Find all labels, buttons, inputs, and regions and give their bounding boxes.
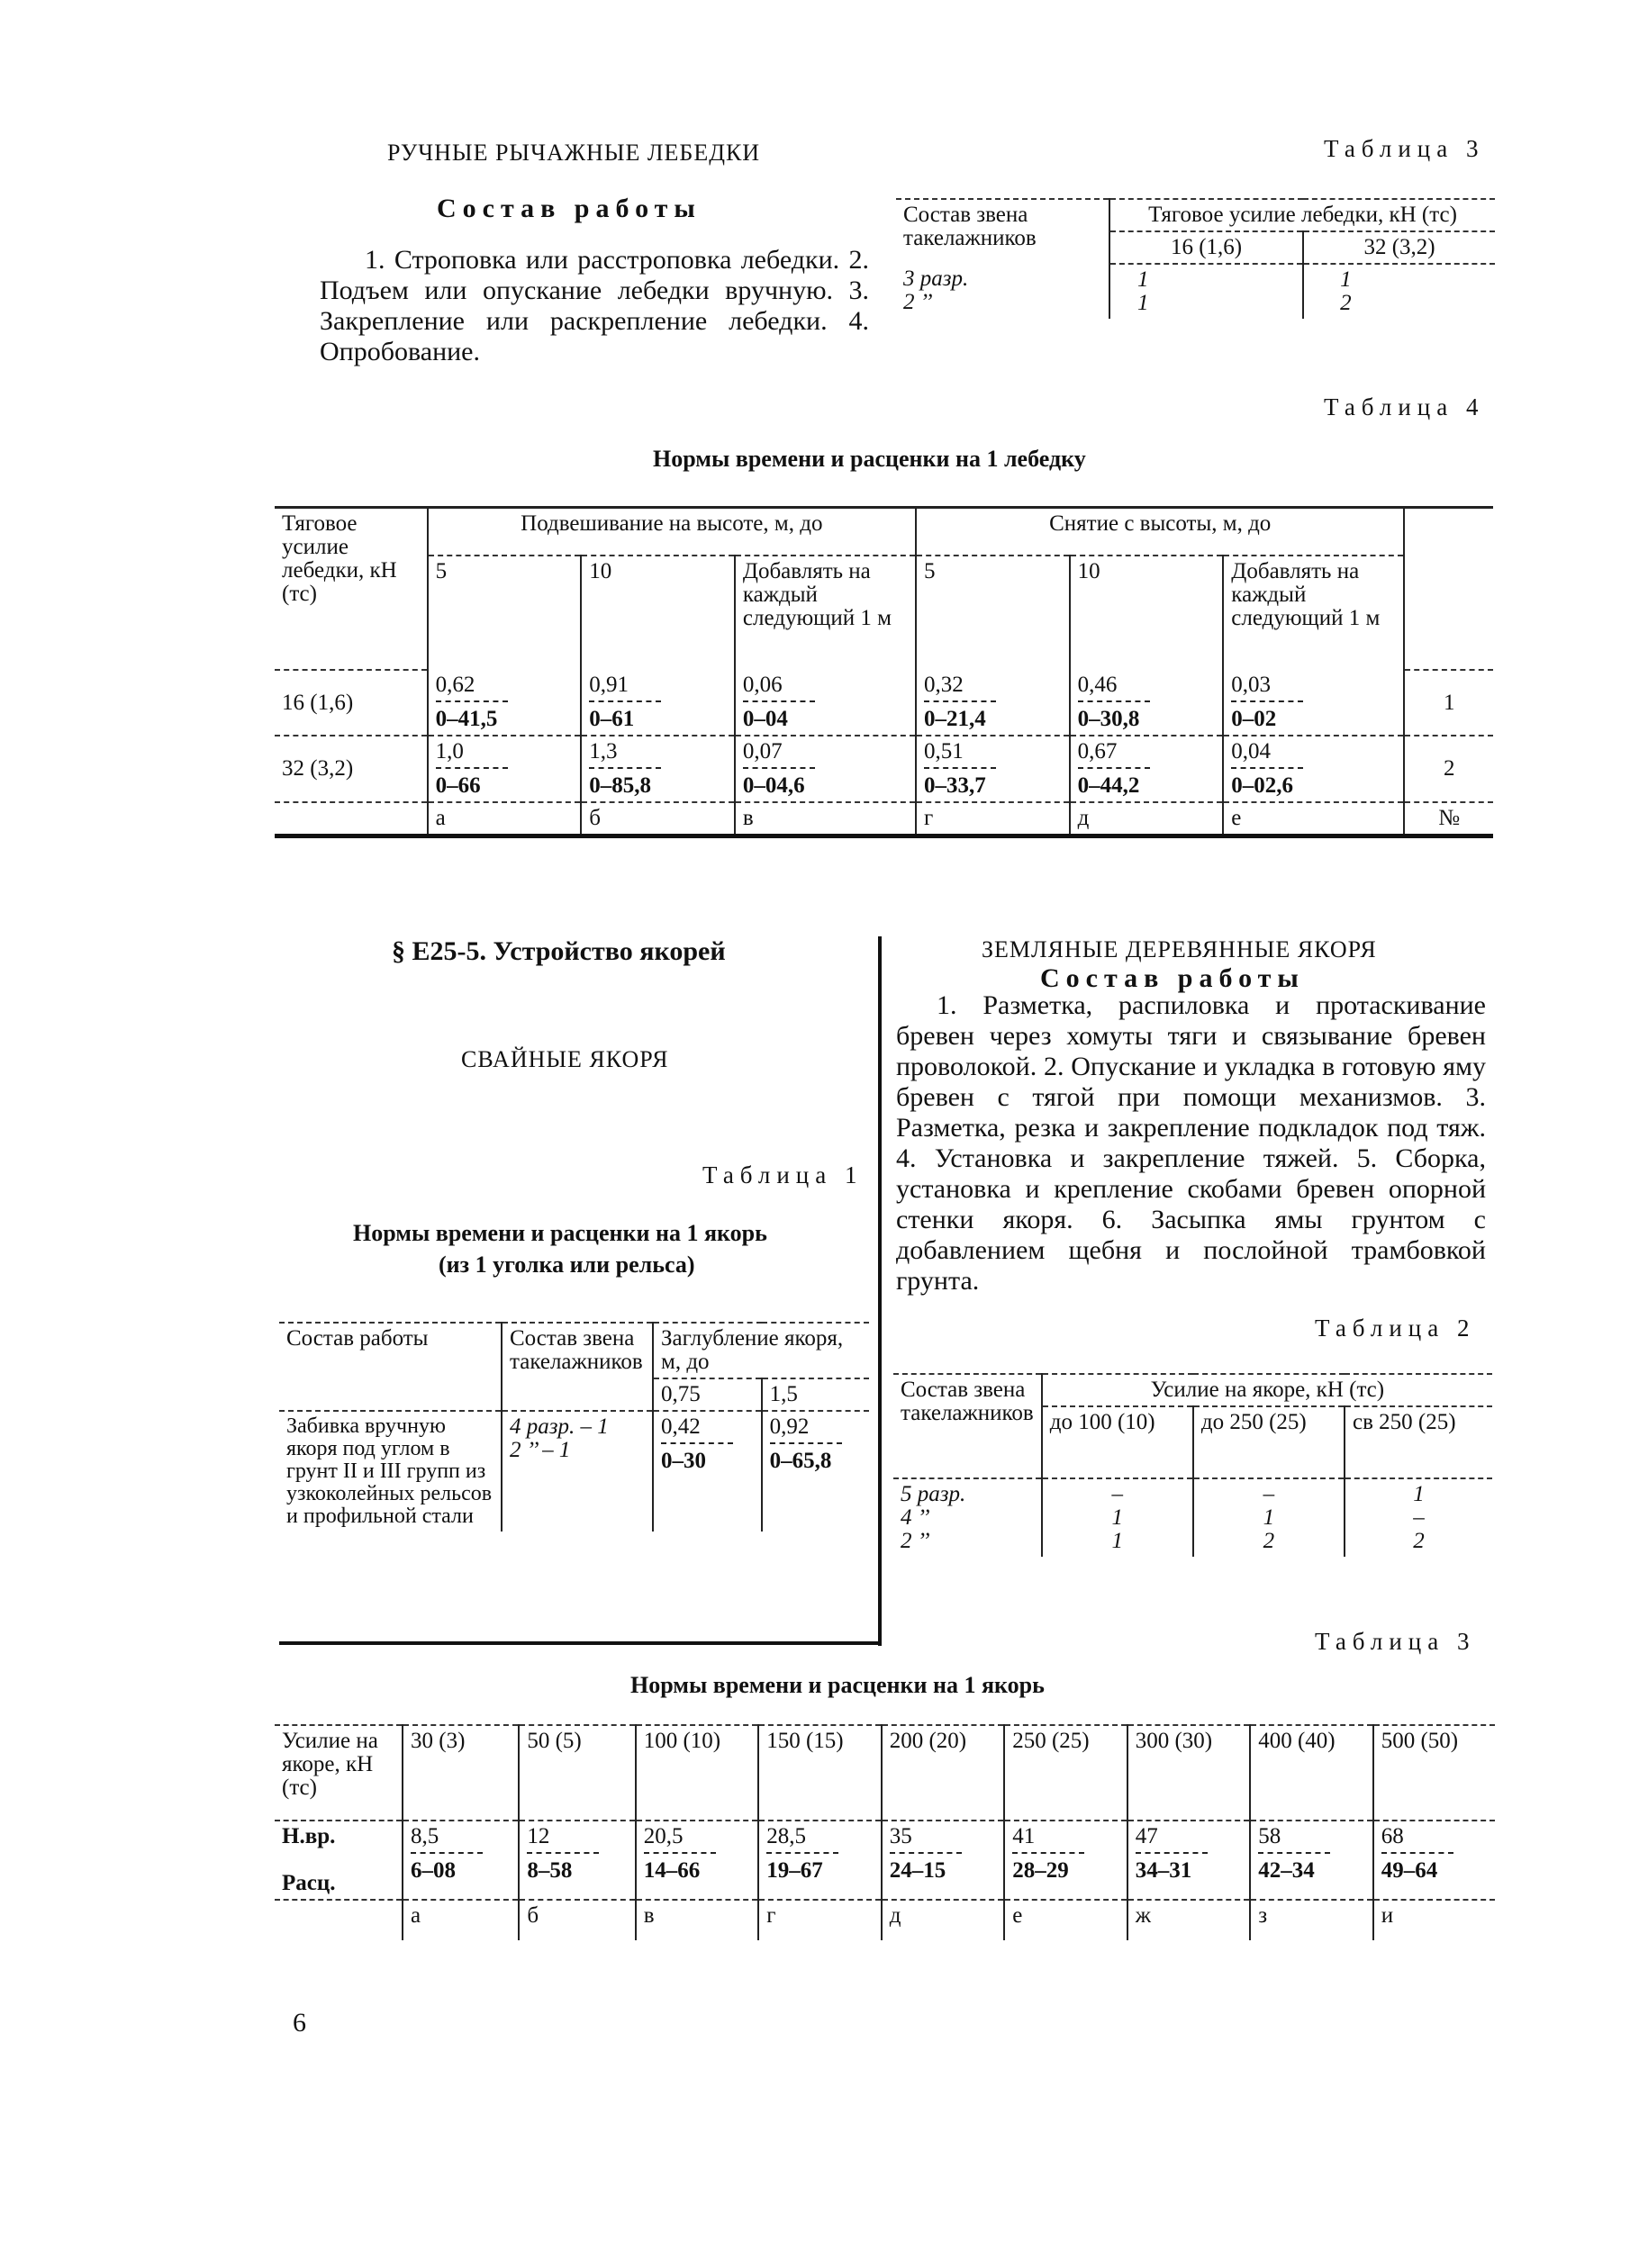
t2-r2: 4 ’’ [901,1505,930,1530]
t3b-force: 100 (10) [636,1725,759,1821]
t3-h-force: Тяговое усилие лебедки, кН (тс) [1109,199,1495,231]
t2-c1: 1 [1111,1505,1124,1530]
t3b-force: 500 (50) [1373,1725,1495,1821]
t2-h-crew: Состав звена такелажников [893,1374,1042,1478]
t3b-letter: г [758,1900,882,1940]
table-row [893,1478,1492,1557]
table4-norms [275,506,1493,838]
t3b-nvr: 20,5 [644,1825,716,1854]
t4-cell: 1,0 [436,740,508,769]
t4-letter: б [581,802,735,836]
t2-c2: – [1263,1482,1275,1506]
t4-h-addb: Добавлять на каждый следующий 1 м [1223,556,1404,670]
t4-letter: д [1070,802,1224,836]
earth-anchor-heading: ЗЕМЛЯНЫЕ ДЕРЕВЯННЫЕ ЯКОРЯ [982,936,1377,962]
column-divider-bottom [279,1641,882,1645]
t1-b-d: 0–65,8 [769,1449,832,1473]
t4-cell: 0–44,2 [1077,773,1140,798]
right-work-title: Состав работы [1040,963,1305,993]
column-divider [878,936,882,1646]
t1-d1: 0,75 [653,1378,762,1411]
t4-cell: 0–85,8 [589,773,652,798]
t3b-rasc: 19–67 [766,1858,823,1883]
t3-v22: 2 [1340,291,1352,315]
t3b-rasc: 34–31 [1135,1858,1192,1883]
t3-sub2: 32 (3,2) [1303,231,1495,264]
pile-heading: СВАЙНЫЕ ЯКОРЯ [461,1046,669,1072]
t2-s1: до 100 (10) [1042,1406,1193,1478]
t4-h-remove: Снятие с высоты, м, до [916,508,1404,556]
t3b-letter: в [636,1900,759,1940]
t3b-letter: з [1250,1900,1373,1940]
t3-v11: 1 [1137,267,1149,292]
t3b-force: 200 (20) [882,1725,1005,1821]
t1-crew1: 4 разр. – 1 [510,1414,609,1439]
t3b-rasc: 42–34 [1258,1858,1315,1883]
t3b-force: 300 (30) [1127,1725,1251,1821]
t1-a-d: 0–30 [661,1449,706,1473]
t4-cell: 1,3 [589,740,661,769]
t4-cell: 0,62 [436,673,508,702]
table1-piles [279,1322,869,1532]
t4-r2-force: 32 (3,2) [275,736,428,802]
table-row [275,1821,1495,1900]
t4-cell: 0,51 [924,740,996,769]
t4-cell: 0–66 [435,773,481,798]
work-title: Состав работы [437,194,702,223]
t2-s2: до 250 (25) [1193,1406,1345,1478]
t3b-nvr: 58 [1258,1825,1330,1854]
t2-c3: – [1413,1505,1425,1530]
table2-label: Таблица 2 [1315,1315,1476,1342]
t3b-letter: ж [1127,1900,1251,1940]
t4-cell: 0–02 [1231,707,1277,731]
t3b-force: 50 (5) [519,1725,635,1821]
t1-a-n: 0,42 [661,1415,733,1444]
t4-h-5b: 5 [916,556,1070,670]
t3b-letter: и [1381,1903,1394,1928]
t3b-nvr: 47 [1136,1825,1208,1854]
table-row [275,736,1493,802]
t4-h-10a: 10 [581,556,735,670]
t3b-force: 150 (15) [758,1725,882,1821]
t4-cell: 0–33,7 [924,773,986,798]
table1-caption: Нормы времени и расценки на 1 якорь [353,1220,767,1246]
t1-work: Забивка вручную якоря под углом в грунт II и III групп из узкоколейных рельсов и профильной стали [279,1411,502,1532]
t3b-rasc: 8–58 [527,1858,573,1883]
table2-crew [893,1373,1492,1557]
work-text: 1. Строповка или расстроповка лебедки. 2. Подъем или опускание лебедки вручную. 3. Закрепление или раскрепление лебедки. 4. Опробование. [320,245,869,366]
t1-h-work: Состав работы [279,1323,502,1411]
t3b-letter: б [519,1900,635,1940]
t3b-rasc: 6–08 [411,1858,456,1883]
t2-h-force: Усилие на якоре, кН (тс) [1042,1374,1492,1406]
t4-letter: е [1223,802,1404,836]
t4-h-10b: 10 [1070,556,1224,670]
t4-h-5a: 5 [428,556,582,670]
t3b-rasc: 28–29 [1012,1858,1069,1883]
t4-h-force: Тяговое усилие лебедки, кН (тс) [275,508,428,671]
t4-letter: № [1404,802,1493,836]
t1-h-crew: Состав звена такелажников [502,1323,653,1411]
t3b-force: 400 (40) [1250,1725,1373,1821]
t4-cell: 0–04 [742,707,788,731]
table4-caption: Нормы времени и расценки на 1 лебедку [653,446,1086,472]
t4-cell: 0–04,6 [742,773,805,798]
t4-cell: 0–21,4 [924,707,986,731]
t1-d2: 1,5 [762,1378,869,1411]
table4-label: Таблица 4 [1324,393,1485,420]
section-title: § Е25-5. Устройство якорей [392,936,726,966]
t4-cell: 0,46 [1078,673,1150,702]
t3-v12: 1 [1340,267,1352,292]
right-work-text: 1. Разметка, распиловка и протаскивание бревен через хомуты тяги и связывание бревен проволокой. 2. Опускание и укладка в готовую яму бревен с тягой при помощи механизмов. 3. Разметка, резка и закрепление подкладок под тяж. 4. Установка и закрепление тяжей. 5. Сборка, установка и крепление скобами бревен опорной стенки якоря. 6. Засыпка ямы грунтом с добавлением щебня и послойной трамбовкой грунта. [896,990,1486,1296]
table3-label: Таблица 3 [1324,135,1485,162]
t3b-nvr: 8,5 [411,1825,483,1854]
t4-cell: 0,06 [743,673,815,702]
t3-r2: 2 ’’ [903,290,933,314]
t3b-h-force: Усилие на якоре, кН (тс) [275,1725,403,1821]
t2-r1: 5 разр. [901,1482,966,1506]
t4-r1-force: 16 (1,6) [275,670,428,736]
t3b-letter: а [403,1900,519,1940]
t3-h-crew: Состав звена такелажников [896,199,1109,264]
table3-anchors [275,1724,1495,1940]
t3b-rasc: 49–64 [1381,1858,1438,1883]
t3b-nvr: 41 [1012,1825,1084,1854]
t4-cell: 0,07 [743,740,815,769]
t1-h-depth: Заглубление якоря, м, до [653,1323,869,1378]
t4-cell: 0–02,6 [1231,773,1294,798]
t1-b-n: 0,92 [770,1415,842,1444]
t3b-nvr: 68 [1381,1825,1453,1854]
t4-letter: а [428,802,582,836]
t3b-nvr-label: Н.вр. [282,1824,336,1848]
t4-letter: в [735,802,916,836]
table-row [275,670,1493,736]
t3b-letter: е [1004,1900,1127,1940]
table3b-label: Таблица 3 [1315,1628,1476,1655]
t2-c2: 2 [1263,1529,1275,1553]
t2-c3: 2 [1413,1529,1425,1553]
t4-cell: 0–41,5 [435,707,498,731]
t3b-nvr: 12 [527,1825,599,1854]
t4-cell: 0,91 [589,673,661,702]
t3-v21: 1 [1137,291,1149,315]
t4-h-adda: Добавлять на каждый следующий 1 м [735,556,916,670]
t4-letter: г [916,802,1070,836]
table3-crew [896,198,1495,319]
t4-cell: 0,32 [924,673,996,702]
t4-cell: 0–30,8 [1077,707,1140,731]
t3b-force: 30 (3) [403,1725,519,1821]
t4-cell: 0,67 [1078,740,1150,769]
t3-r1: 3 разр. [903,267,969,291]
t2-r3: 2 ’’ [901,1529,930,1553]
t2-s3: св 250 (25) [1345,1406,1492,1478]
t3b-letter: д [882,1900,1005,1940]
t4-r1-num: 1 [1404,670,1493,736]
t3b-rasc: 14–66 [643,1858,701,1883]
t2-c1: 1 [1111,1529,1124,1553]
t4-cell: 0,03 [1231,673,1303,702]
t2-c2: 1 [1263,1505,1275,1530]
table1-label: Таблица 1 [702,1161,864,1188]
t3b-force: 250 (25) [1004,1725,1127,1821]
t4-r2-num: 2 [1404,736,1493,802]
t3-sub1: 16 (1,6) [1109,231,1303,264]
t3b-nvr: 28,5 [766,1825,838,1854]
winch-heading: РУЧНЫЕ РЫЧАЖНЫЕ ЛЕБЕДКИ [387,140,761,166]
table-row [279,1411,869,1532]
t2-c3: 1 [1413,1482,1425,1506]
table1-caption-sub: (из 1 уголка или рельса) [439,1251,695,1278]
t3b-rasc-label: Расц. [282,1871,336,1895]
t4-h-hang: Подвешивание на высоте, м, до [428,508,916,556]
t1-crew2: 2 ’’ – 1 [510,1438,571,1462]
page-number: 6 [293,2008,306,2038]
t2-c1: – [1111,1482,1124,1506]
t4-cell: 0–61 [589,707,635,731]
t3b-nvr: 35 [890,1825,962,1854]
table3b-caption: Нормы времени и расценки на 1 якорь [630,1672,1045,1698]
t4-cell: 0,04 [1231,740,1303,769]
t3b-rasc: 24–15 [889,1858,946,1883]
